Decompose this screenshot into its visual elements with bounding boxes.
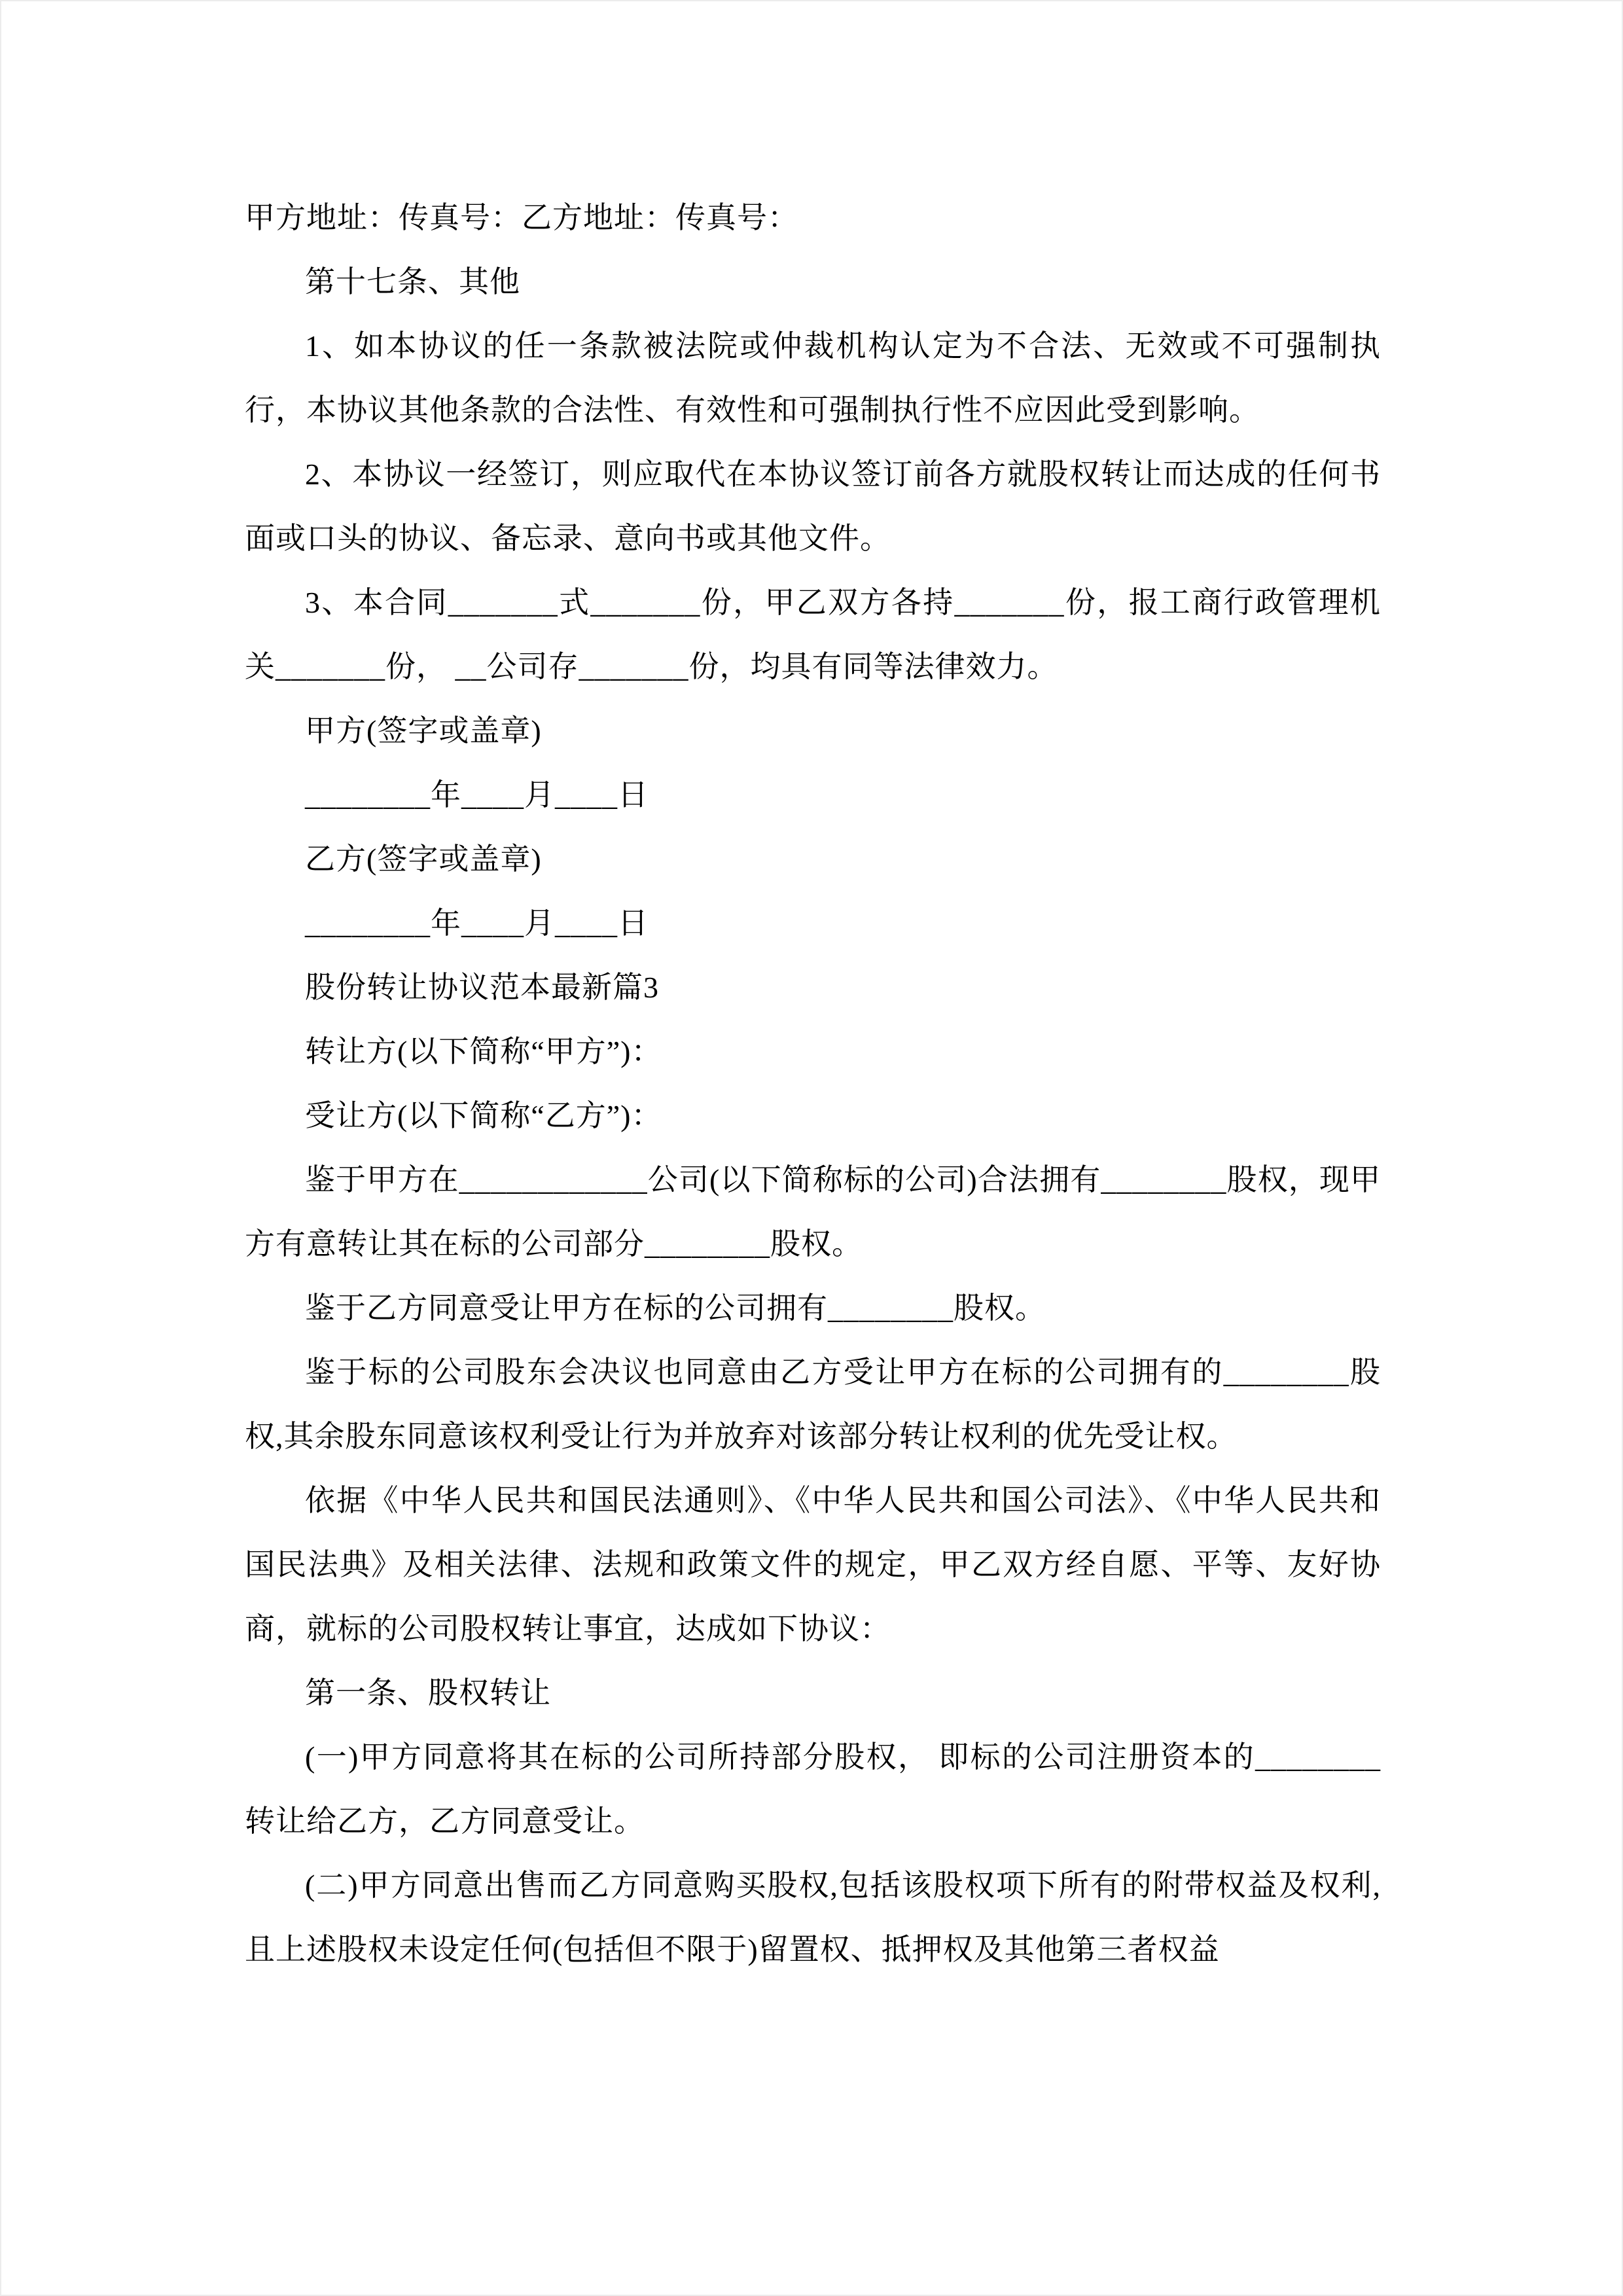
paragraph: 第十七条、其他 <box>305 265 520 298</box>
paragraph: (二)甲方同意出售而乙方同意购买股权,包括该股权项下所有的附带权益及权利,且上述股权未设定任何(包括但不限于)留置权、抵押权及其他第三者权益 <box>245 1869 1381 1966</box>
paragraph: 受让方(以下简称“乙方”)： <box>305 1099 662 1132</box>
paragraph: 乙方(签字或盖章) <box>305 842 542 876</box>
paragraph: 鉴于乙方同意受让甲方在标的公司拥有________股权。 <box>305 1291 1046 1325</box>
paragraph: 鉴于甲方在____________公司(以下简称标的公司)合法拥有________股权，现甲方有意转让其在标的公司部分________股权。 <box>245 1163 1381 1261</box>
paragraph: (一)甲方同意将其在标的公司所持部分股权， 即标的公司注册资本的________转让给乙方，乙方同意受让。 <box>245 1740 1381 1838</box>
paragraph: 第一条、股权转让 <box>305 1676 551 1710</box>
paragraph: ________年____月____日 <box>305 906 649 940</box>
paragraph: 甲方(签字或盖章) <box>305 714 542 747</box>
paragraph-list <box>245 186 1381 1982</box>
paragraph: ________年____月____日 <box>305 778 649 812</box>
paragraph: 鉴于标的公司股东会决议也同意由乙方受让甲方在标的公司拥有的________股权,其余股东同意该权利受让行为并放弃对该部分转让权利的优先受让权。 <box>245 1355 1381 1453</box>
paragraph: 3、本合同_______式_______份，甲乙双方各持_______份，报工商行政管理机关_______份， __公司存_______份，均具有同等法律效力。 <box>245 586 1381 683</box>
paragraph: 2、本协议一经签订，则应取代在本协议签订前各方就股权转让而达成的任何书面或口头的协议、备忘录、意向书或其他文件。 <box>245 457 1381 555</box>
paragraph: 股份转让协议范本最新篇3 <box>305 971 659 1004</box>
paragraph: 1、如本协议的任一条款被法院或仲裁机构认定为不合法、无效或不可强制执行，本协议其他条款的合法性、有效性和可强制执行性不应因此受到影响。 <box>245 329 1381 427</box>
paragraph: 甲方地址：传真号：乙方地址：传真号： <box>245 201 798 234</box>
paragraph: 转让方(以下简称“甲方”)： <box>305 1035 662 1068</box>
paragraph: 依据《中华人民共和国民法通则》、《中华人民共和国公司法》、《中华人民共和国民法典》及相关法律、法规和政策文件的规定，甲乙双方经自愿、平等、友好协商，就标的公司股权转让事宜，达成如下协议： <box>245 1484 1381 1645</box>
